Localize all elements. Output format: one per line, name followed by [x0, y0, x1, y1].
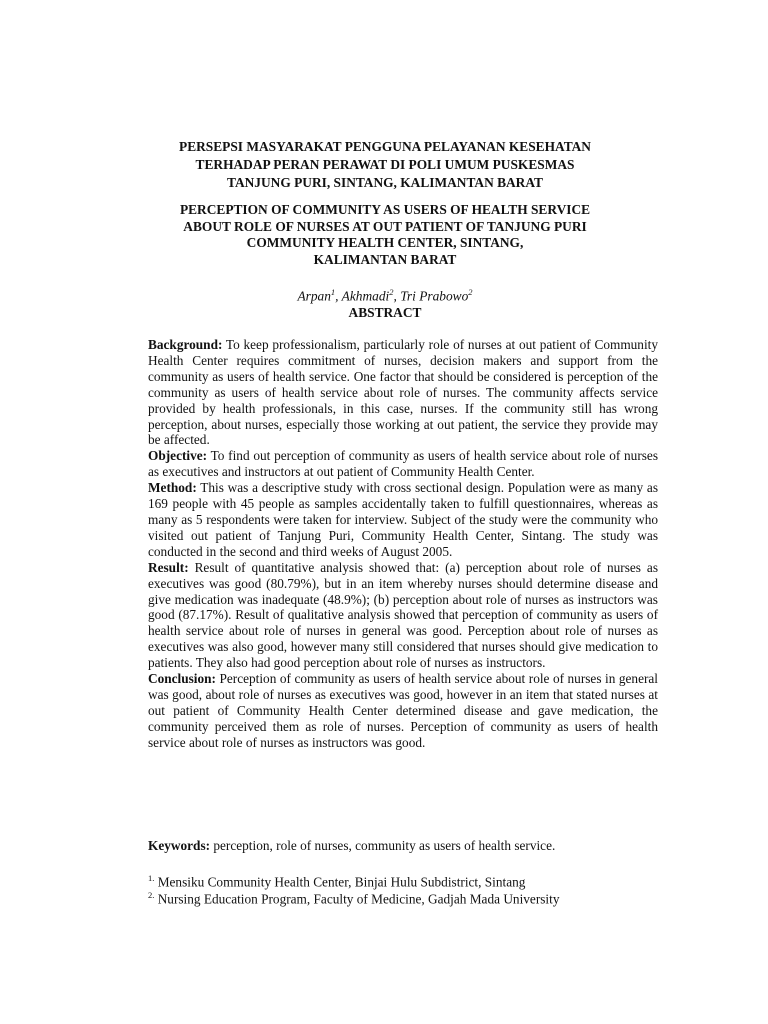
abstract-body — [148, 337, 658, 751]
author-name: Arpan — [297, 288, 331, 304]
abstract-background — [148, 337, 658, 448]
abstract-objective — [148, 448, 658, 480]
abstract-heading: ABSTRACT — [348, 305, 422, 320]
title-en-line: ABOUT ROLE OF NURSES AT OUT PATIENT OF TANJUNG PURI — [183, 218, 587, 234]
author-list — [140, 283, 630, 305]
author-name: Akhmadi — [341, 288, 390, 304]
affiliation-text: Mensiku Community Health Center, Binjai Hulu Subdistrict, Sintang — [154, 874, 526, 890]
author-separator: , — [393, 288, 401, 304]
title-en-line: KALIMANTAN BARAT — [313, 251, 457, 267]
author-affil-mark: 2 — [468, 287, 473, 297]
affiliation-mark: 2. — [148, 890, 155, 900]
affiliation-2 — [148, 887, 658, 907]
section-text: Result of quantitative analysis showed that: (a) perception about role of nurses as executives was good (80.79%), but in an item whereby nurses should determine disease and give medication was inadequate (48.9%); (b) perception about role of nurses as instructors was good (87.17%). Result of qualitative analysis showed that perception of community as users of health service about role of nurses in general was good. Perception about role of nurses as executives was also good, however many still considered that nurses should give medication to patients. They also had good perception about role of nurses as instructors. — [148, 559, 658, 671]
section-text: To keep professionalism, particularly role of nurses at out patient of Community Health Center requires commitment of nurses, decision makers and support from the community as users of health service. One factor that should be considered is perception of the community as users of health service about role of nurses. The community affects service provided by health professionals, in this case, nurses. If the community still has wrong perception, about nurses, especially those working at out patient, the service they provide may be affected. — [148, 337, 658, 448]
keywords — [148, 838, 658, 854]
title-id-line: TERHADAP PERAN PERAWAT DI POLI UMUM PUSKESMAS — [195, 157, 575, 172]
author-name: Tri Prabowo — [400, 288, 469, 304]
title-english — [140, 202, 630, 268]
title-id-line: TANJUNG PURI, SINTANG, KALIMANTAN BARAT — [227, 175, 543, 190]
author-affil-mark: 1 — [330, 287, 336, 297]
title-id-line: PERSEPSI MASYARAKAT PENGGUNA PELAYANAN KESEHATAN — [179, 139, 591, 154]
author-separator: , — [335, 288, 342, 304]
title-indonesian — [140, 138, 630, 192]
abstract-conclusion — [148, 671, 658, 751]
keywords-text: perception, role of nurses, community as users of health service. — [210, 838, 556, 853]
section-label: Result: — [148, 559, 189, 575]
affiliation-text: Nursing Education Program, Faculty of Medicine, Gadjah Mada University — [154, 891, 560, 907]
abstract-method — [148, 480, 658, 560]
affiliation-mark: 1. — [148, 873, 155, 883]
author-affil-mark: 2 — [389, 287, 394, 297]
title-en-line: COMMUNITY HEALTH CENTER, SINTANG, — [246, 235, 524, 250]
section-text: To find out perception of community as users of health service about role of nurses as executives and instructors at out patient of Community Health Center. — [148, 448, 658, 480]
section-label: Objective: — [148, 448, 208, 464]
abstract-result — [148, 560, 658, 671]
section-text: Perception of community as users of health service about role of nurses in general was good, about role of nurses as executives was good, however in an item that stated nurses at out patient of Community Health Center determined disease and gave medication, the community perceived them as role of nurses. Perception of community as users of health service about role of nurses as instructors was good. — [148, 671, 658, 750]
keywords-label: Keywords: — [148, 838, 211, 853]
section-label: Background: — [148, 337, 223, 352]
section-label: Method: — [148, 480, 197, 496]
title-en-line: PERCEPTION OF COMMUNITY AS USERS OF HEALTH SERVICE — [179, 202, 591, 217]
section-text: This was a descriptive study with cross sectional design. Population were as many as 169 people with 45 people as samples accidentally taken to fulfill questionnaires, whereas as many as 5 respondents were taken for interview. Subject of the study were the community who visited out patient of Tanjung Puri, Community Health Center, Sintang. The study was conducted in the second and third weeks of August 2005. — [148, 480, 658, 559]
section-label: Conclusion: — [148, 671, 216, 687]
